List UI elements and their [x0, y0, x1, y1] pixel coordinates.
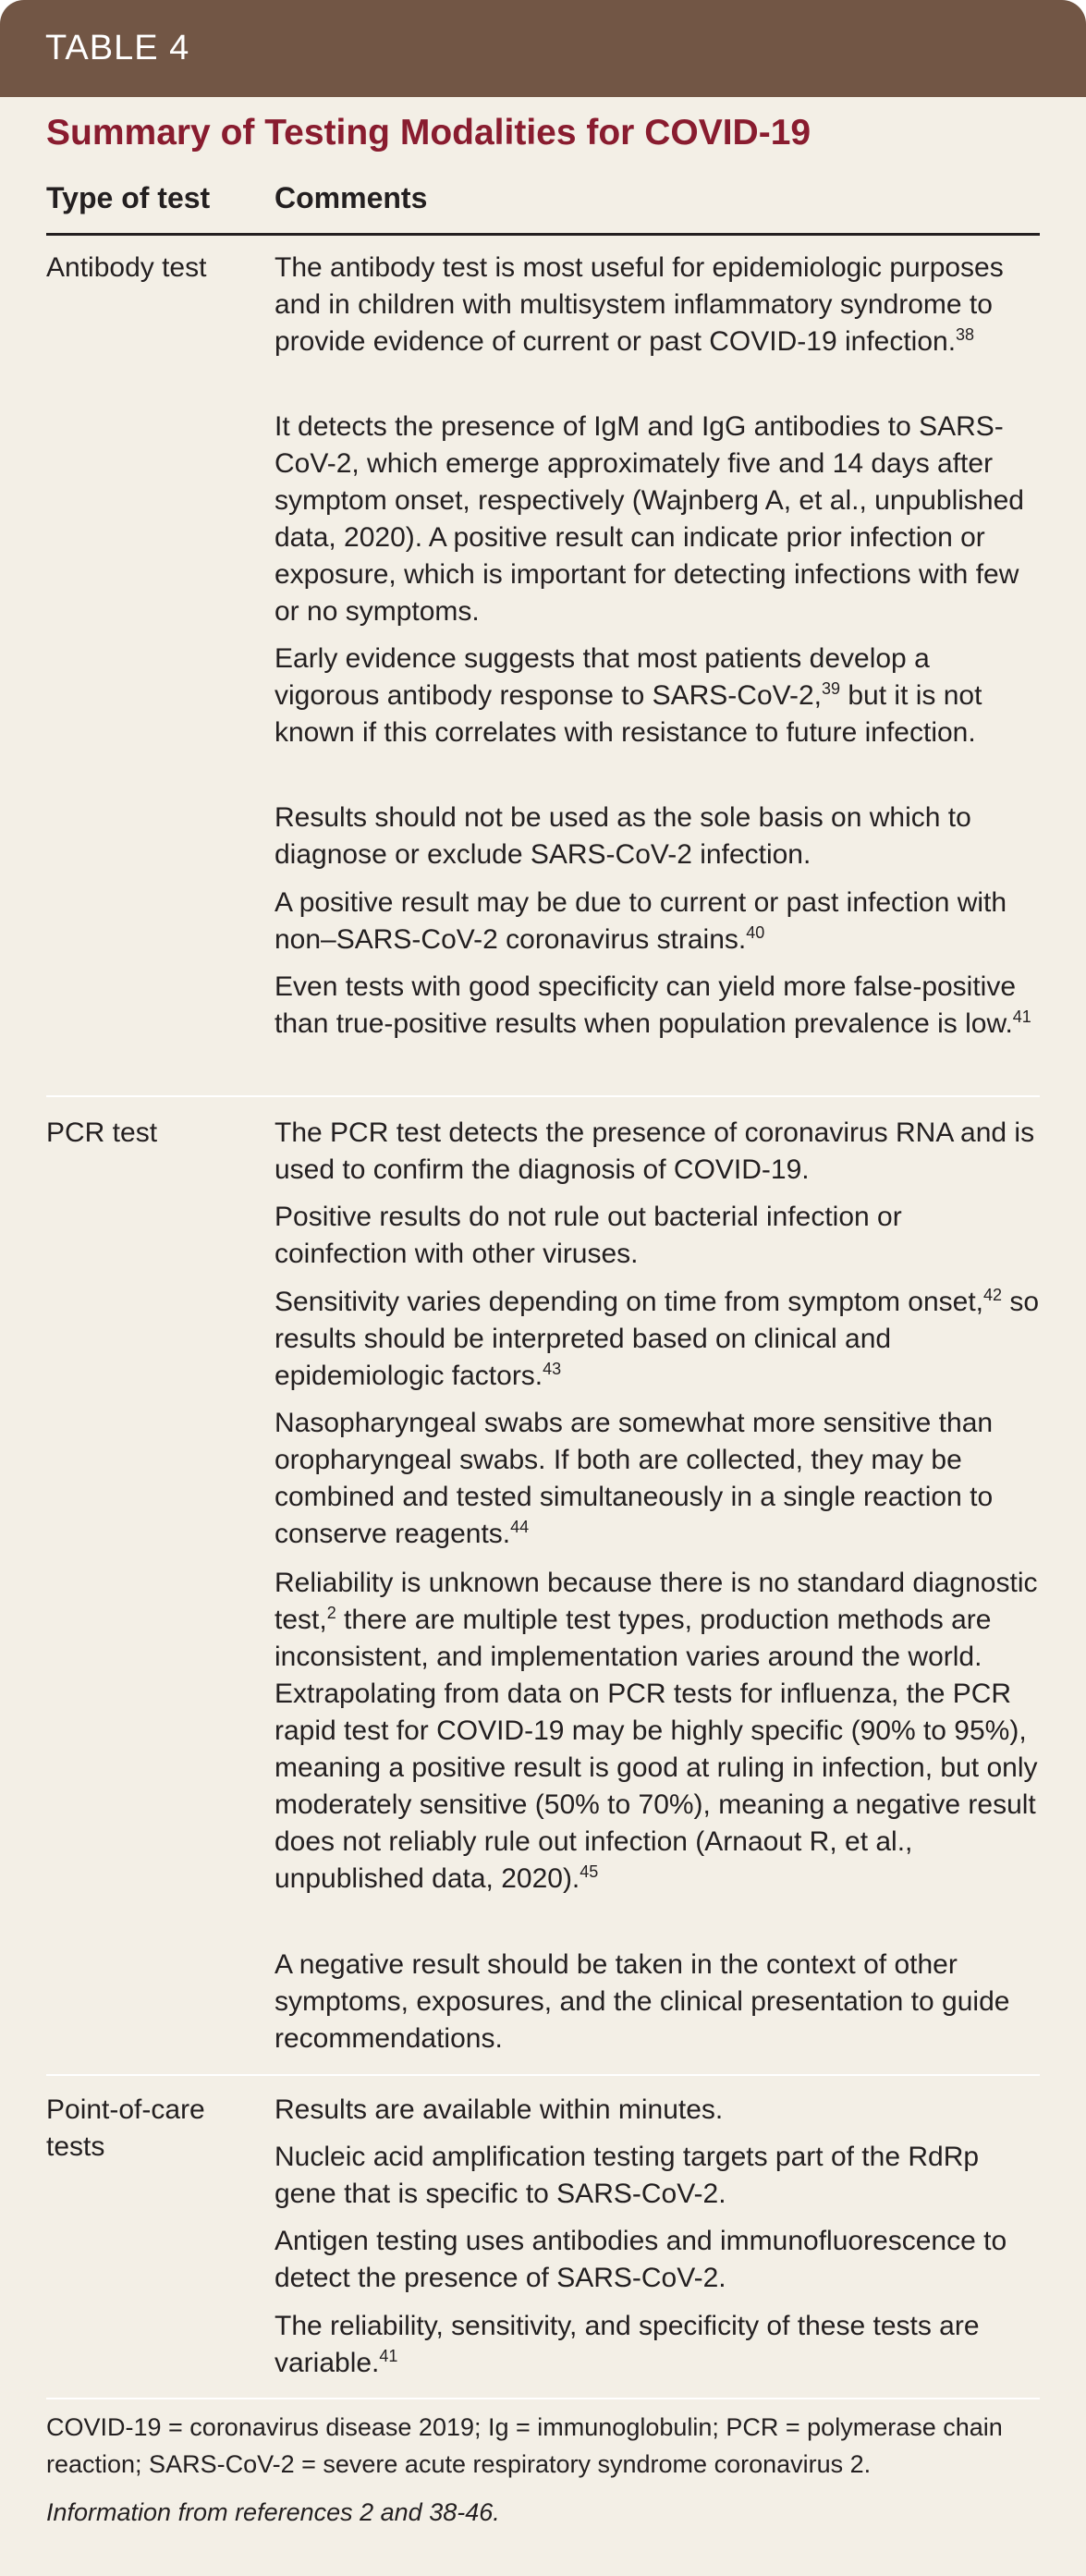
row-type-pcr: PCR test [46, 1117, 158, 1148]
row-divider [46, 1095, 1040, 1097]
comment-paragraph: The PCR test detects the presence of coronavirus RNA and is used to confirm the diagnosis of COVID-19. [275, 1117, 1035, 1185]
comment-paragraph: Nucleic acid amplification testing targets part of the RdRp gene that is specific to SARS-CoV-2. [275, 2142, 980, 2209]
row-type-antibody: Antibody test [46, 252, 207, 283]
comment-paragraph: A negative result should be taken in the context of other symptoms, exposures, and the clinical presentation to guide recommendations. [275, 1949, 1010, 2054]
comment-paragraph: The reliability, sensitivity, and specificity of these tests are variable.$^{41}$ [275, 2311, 980, 2378]
header-rule [46, 233, 1040, 236]
table-bottom-rule [46, 2398, 1040, 2399]
comment-paragraph: Results should not be used as the sole basis on which to diagnose or exclude SARS-CoV-2 infection. [275, 802, 971, 870]
comment-paragraph: Reliability is unknown because there is no standard diagnostic test,$^2$ there are multiple test types, production methods are inconsistent, and implementation varies around the world. Extrapolating from data on PCR tests for influenza, the PCR rapid test for COVID-19 may be highly specific (90% to 95%), meaning a positive result is good at ruling in infection, but only moderately sensitive (50% to 70%), meaning a negative result does not reliably rule out infection (Arnaout R, et al., unpublished data, 2020).$^{45}$ [275, 1568, 1038, 1894]
comment-paragraph: A positive result may be due to current or past infection with non–SARS-CoV-2 coronavirus strains.$^{40}$ [275, 887, 1007, 955]
comment-paragraph: Results are available within minutes. [275, 2094, 724, 2125]
comment-paragraph: It detects the presence of IgM and IgG antibodies to SARS-CoV-2, which emerge approximately five and 14 days after symptom onset, respectively (Wajnberg A, et al., unpublished data, 2020). A positive result can indicate prior infection or exposure, which is important for detecting infections with few or no symptoms. [275, 411, 1024, 627]
comment-paragraph: Early evidence suggests that most patients develop a vigorous antibody response to SARS-CoV-2,39 but it is not known if this correlates with resistance to future infection. [275, 643, 982, 748]
comment-paragraph: The antibody test is most useful for epidemiologic purposes and in children with multisystem inflammatory syndrome to provide evidence of current or past COVID-19 infection.$^{38}$ [275, 252, 1004, 357]
table-label-banner [0, 0, 1086, 97]
comment-paragraph: Antigen testing uses antibodies and immunofluorescence to detect the presence of SARS-CoV-2. [275, 2226, 1007, 2293]
column-header-type: Type of test [46, 181, 211, 214]
row-type-point-of-care: Point-of-care tests [46, 2094, 205, 2162]
comment-paragraph: Positive results do not rule out bacterial infection or coinfection with other viruses. [275, 1202, 902, 1269]
table-title: Summary of Testing Modalities for COVID-19 [46, 113, 811, 153]
footnote-abbreviations: COVID-19 = coronavirus disease 2019; Ig = immunoglobulin; PCR = polymerase chain reaction; SARS-CoV-2 = severe acute respiratory syndrome coronavirus 2. [46, 2413, 1003, 2478]
comment-paragraph: Even tests with good specificity can yield more false-positive than true-positive results when population prevalence is low.$^{41}$ [275, 971, 1031, 1039]
comment-paragraph: Sensitivity varies depending on time from symptom onset,$^{42}$ so results should be interpreted based on clinical and epidemiologic factors.$^{43}$ [275, 1286, 1040, 1391]
table-label: TABLE 4 [45, 29, 190, 67]
footnote-source: Information from references 2 and 38-46. [46, 2498, 500, 2526]
column-header-comments: Comments [275, 181, 428, 214]
row-divider [46, 2074, 1040, 2076]
comment-paragraph: Nasopharyngeal swabs are somewhat more sensitive than oropharyngeal swabs. If both are collected, they may be combined and tested simultaneously in a single reaction to conserve reagents.$^{44}$ [275, 1408, 994, 1549]
